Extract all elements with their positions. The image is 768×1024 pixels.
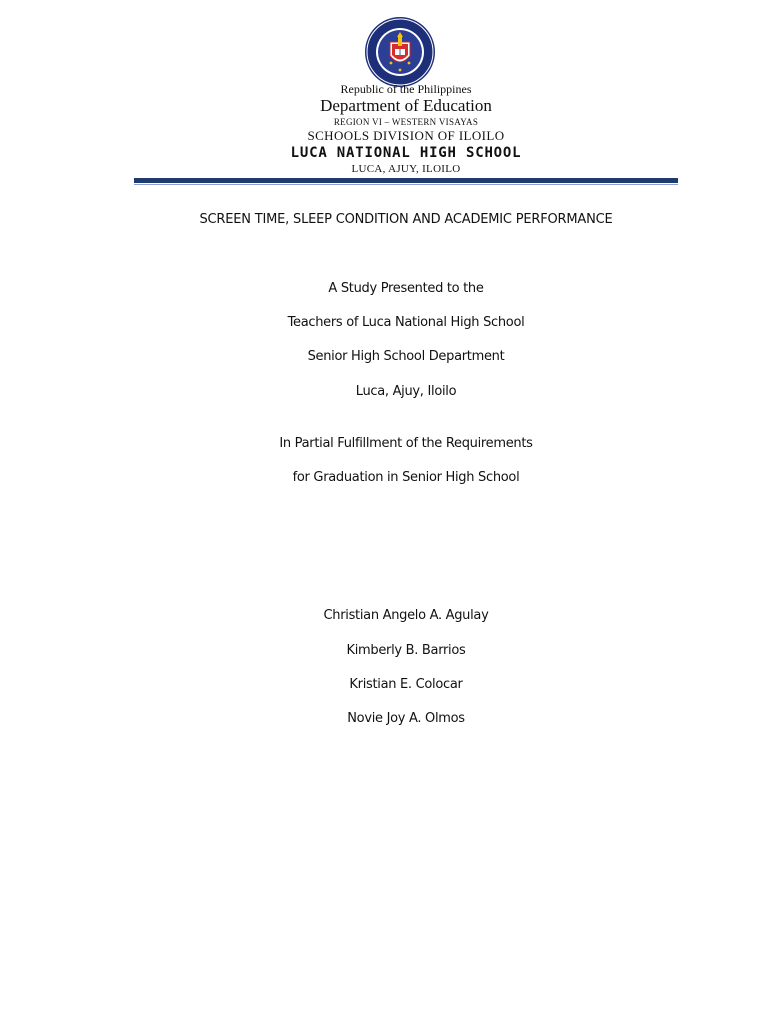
author-name: Christian Angelo A. Agulay <box>323 608 489 623</box>
region-label: REGION VI – WESTERN VISAYAS <box>333 117 479 127</box>
header-divider-thin <box>134 184 678 185</box>
division-label: SCHOOLS DIVISION OF ILOILO <box>307 128 505 143</box>
presentation-line: Luca, Ajuy, Iloilo <box>355 384 457 399</box>
author-name: Novie Joy A. Olmos <box>347 711 465 726</box>
fulfillment-line: In Partial Fulfillment of the Requirements <box>279 436 533 451</box>
author-name: Kristian E. Colocar <box>349 677 463 692</box>
republic-label: Republic of the Philippines <box>340 82 472 96</box>
presentation-line: A Study Presented to the <box>328 281 484 296</box>
department-name: Department of Education <box>320 96 492 115</box>
presentation-line: Teachers of Luca National High School <box>287 315 525 330</box>
presentation-line: Senior High School Department <box>307 349 505 364</box>
author-name: Kimberly B. Barrios <box>346 643 466 658</box>
school-name: LUCA NATIONAL HIGH SCHOOL <box>290 145 522 161</box>
deped-seal-icon <box>364 16 436 88</box>
header-divider <box>134 178 678 183</box>
school-address: LUCA, AJUY, ILOILO <box>351 163 461 175</box>
document-title: SCREEN TIME, SLEEP CONDITION AND ACADEMIC PERFORMANCE <box>199 212 613 227</box>
fulfillment-line: for Graduation in Senior High School <box>292 470 520 485</box>
